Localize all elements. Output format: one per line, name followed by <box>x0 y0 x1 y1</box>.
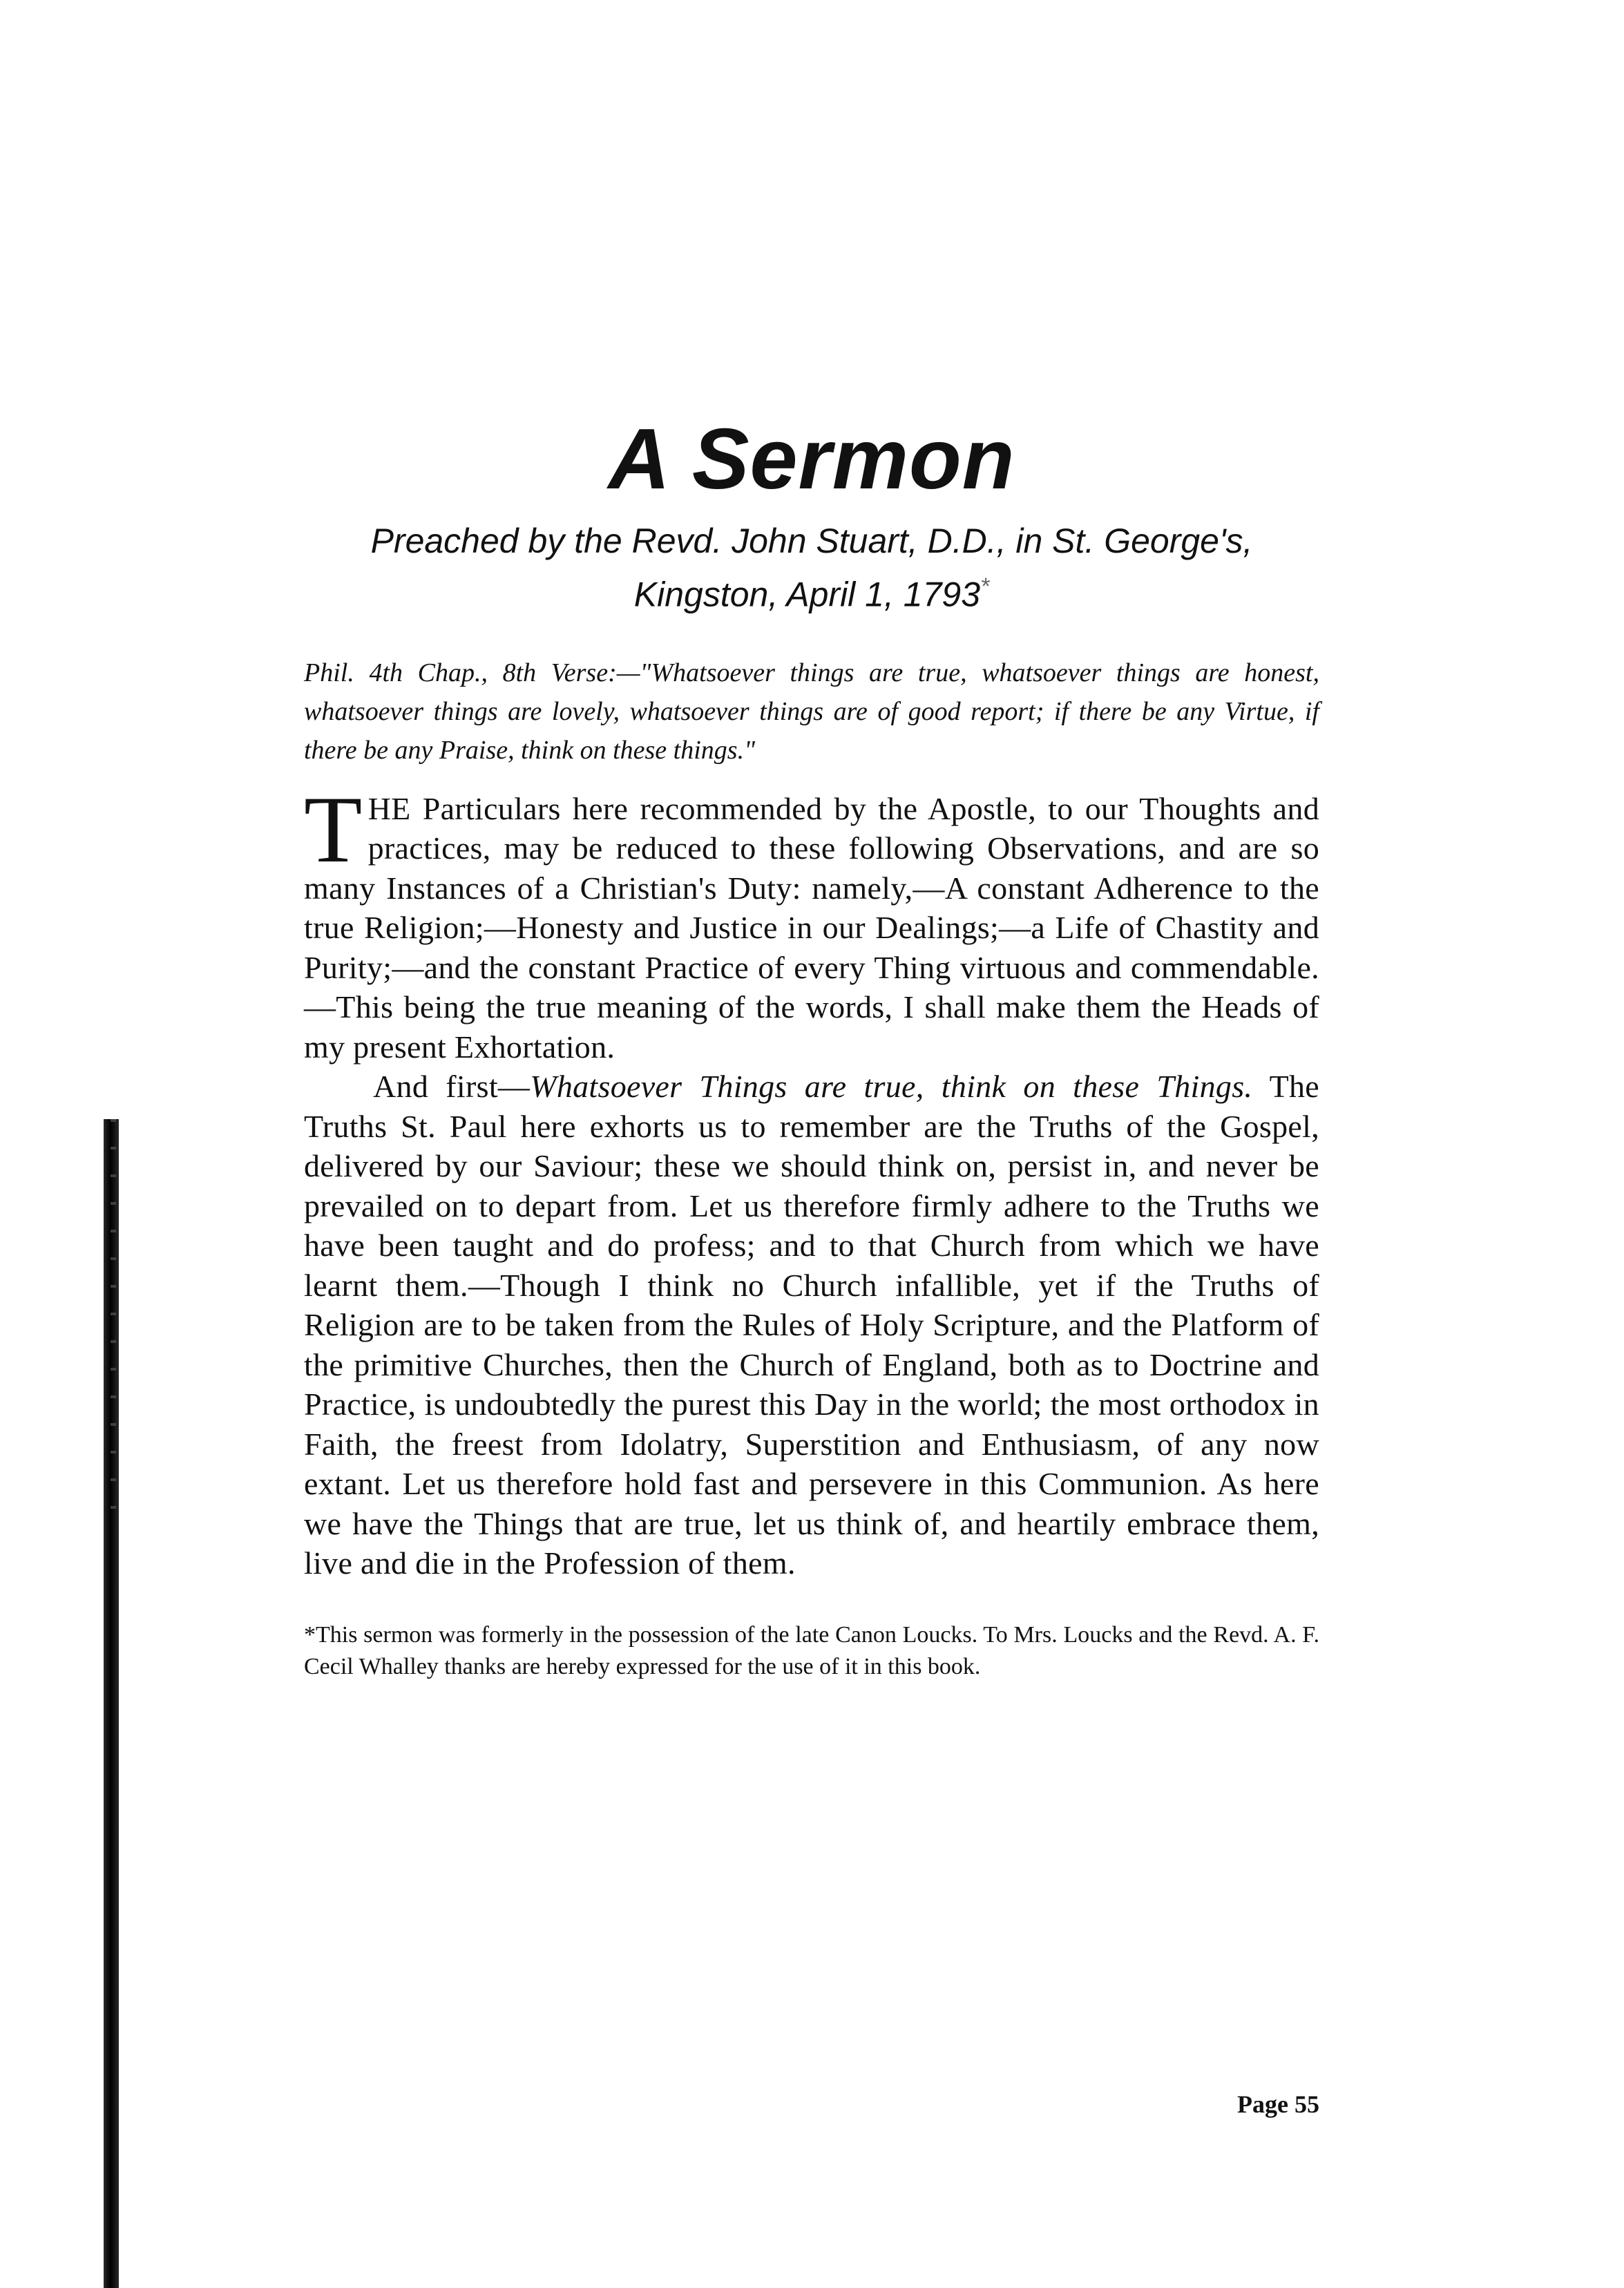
paragraph-1 <box>304 776 1319 1067</box>
subtitle-line-2 <box>304 564 1319 618</box>
footnote-marker: * <box>980 573 990 600</box>
sermon-title: A Sermon <box>608 412 1015 507</box>
subtitle-line-1: Preached by the Revd. John Stuart, D.D., in St. George's, <box>370 522 1253 560</box>
epigraph-quote: —"Whatsoever things are true, whatsoever things are honest, whatsoever things are lovely, whatsoever things are of good report; if there be any Virtue, if there be any Praise, think on these things." <box>304 658 1319 765</box>
paragraph-2-text: The Truths St. Paul here exhorts us to remember are the Truths of the Gospel, delivered by our Saviour; these we should think on, persist in, and never be prevailed on to depart from. Let us therefore firmly adhere to the Truths we have been taught and do profess; and to that Church from which we have learnt them.—Though I think no Church infallible, yet if the Truths of Religion are to be taken from the Rules of Holy Scripture, and the Platform of the primitive Churches, then the Church of England, both as to Doctrine and Practice, is undoubtedly the purest this Day in the world; the most orthodox in Faith, the freest from Idolatry, Superstition and Enthusiasm, of any now extant. Let us therefore hold fast and persevere in this Communion. As here we have the Things that are true, let us think of, and heartily embrace them, live and die in the Profession of them. <box>304 1069 1319 1581</box>
page-content <box>304 408 1319 1706</box>
binding-shadow-specks <box>111 1119 116 1534</box>
epigraph <box>304 654 1319 770</box>
paragraph-2 <box>304 1067 1319 1583</box>
paragraph-1-text: HE Particulars here recommended by the Apostle, to our Thoughts and practices, may be reduced to these following Observations, and are so many Instances of a Christian's Duty: namely,—A constant Adherence to the true Religion;—Honesty and Justice in our Dealings;—a Life of Chastity and Purity;—and the constant Practice of every Thing virtuous and commendable.—This being the true meaning of the words, I shall make them the Heads of my present Exhortation. <box>304 790 1319 1065</box>
epigraph-reference: Phil. 4th Chap., 8th Verse: <box>304 658 617 687</box>
subtitle-line-2-text: Kingston, April 1, 1793 <box>633 575 980 614</box>
paragraph-2-quote: Whatsoever Things are true, think on these Things. <box>530 1069 1253 1105</box>
paragraph-2-lead: And first— <box>373 1069 531 1105</box>
page-number: Page 55 <box>1237 2090 1319 2118</box>
footnote: *This sermon was formerly in the possession of the late Canon Loucks. To Mrs. Loucks and the Revd. A. F. Cecil Whalley thanks are hereby expressed for the use of it in this book. <box>304 1621 1319 1679</box>
drop-cap: T <box>304 776 363 882</box>
